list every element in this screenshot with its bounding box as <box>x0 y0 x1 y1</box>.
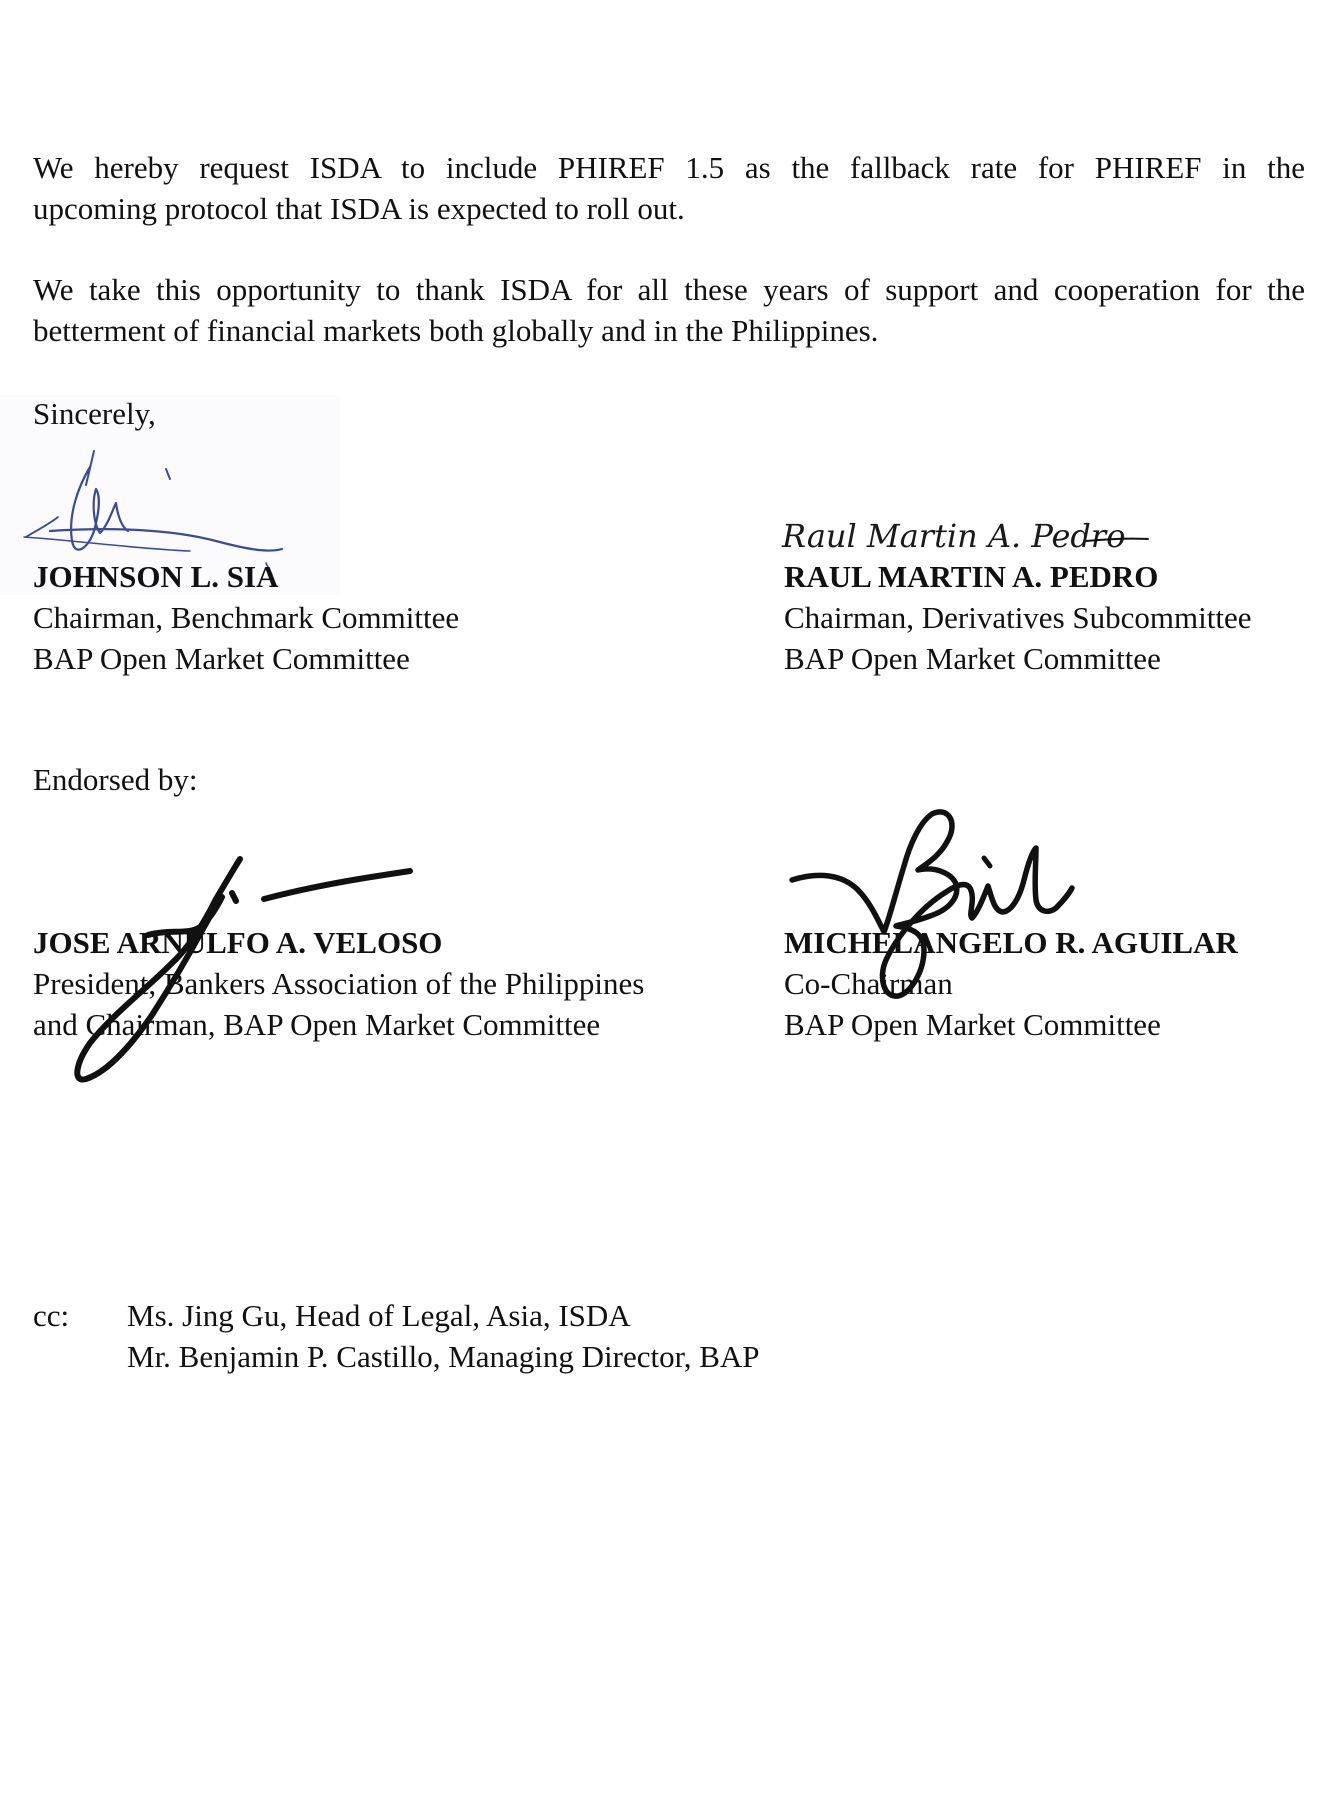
signatory-name: JOSE ARNULFO A. VELOSO <box>33 925 443 960</box>
signatory-title: Chairman, Derivatives Subcommittee <box>784 600 1252 635</box>
signatory-title: President, Bankers Association of the Philippines <box>33 966 645 1001</box>
paragraph-line: betterment of financial markets both globally and in the Philippines. <box>33 313 879 348</box>
cc-recipient: Ms. Jing Gu, Head of Legal, Asia, ISDA <box>127 1298 631 1333</box>
paragraph-line: We take this opportunity to thank ISDA for all these years of support and cooperation for the <box>33 272 1305 307</box>
signatory-block-pedro <box>784 556 1251 679</box>
signatory-name: MICHELANGELO R. AGUILAR <box>784 925 1238 960</box>
signatory-block-sia <box>33 556 459 679</box>
body-paragraph-request <box>33 147 1305 229</box>
closing-salutation: Sincerely, <box>33 396 156 431</box>
endorsed-by-label: Endorsed by: <box>33 762 198 797</box>
body-paragraph-thanks <box>33 269 1305 351</box>
signatory-name: RAUL MARTIN A. PEDRO <box>784 559 1159 594</box>
signatory-organization: BAP Open Market Committee <box>784 641 1161 676</box>
signatory-organization: BAP Open Market Committee <box>33 641 410 676</box>
signatory-name: JOHNSON L. SIA <box>33 559 279 594</box>
cc-recipient-list <box>127 1295 760 1377</box>
paragraph-line: upcoming protocol that ISDA is expected to roll out. <box>33 191 685 226</box>
paragraph-line: We hereby request ISDA to include PHIREF 1.5 as the fallback rate for PHIREF in the <box>33 150 1305 185</box>
signatory-block-veloso <box>33 922 644 1045</box>
signatory-title: Co-Chairman <box>784 966 953 1001</box>
signatory-title: Chairman, Benchmark Committee <box>33 600 460 635</box>
cc-recipient: Mr. Benjamin P. Castillo, Managing Director, BAP <box>127 1339 760 1374</box>
cc-label: cc: <box>33 1298 70 1333</box>
signature-handwriting: Raul Martin A. Pedro <box>782 517 1126 555</box>
signatory-organization: BAP Open Market Committee <box>784 1007 1161 1042</box>
signatory-organization: and Chairman, BAP Open Market Committee <box>33 1007 601 1042</box>
signatory-block-aguilar <box>784 922 1238 1045</box>
